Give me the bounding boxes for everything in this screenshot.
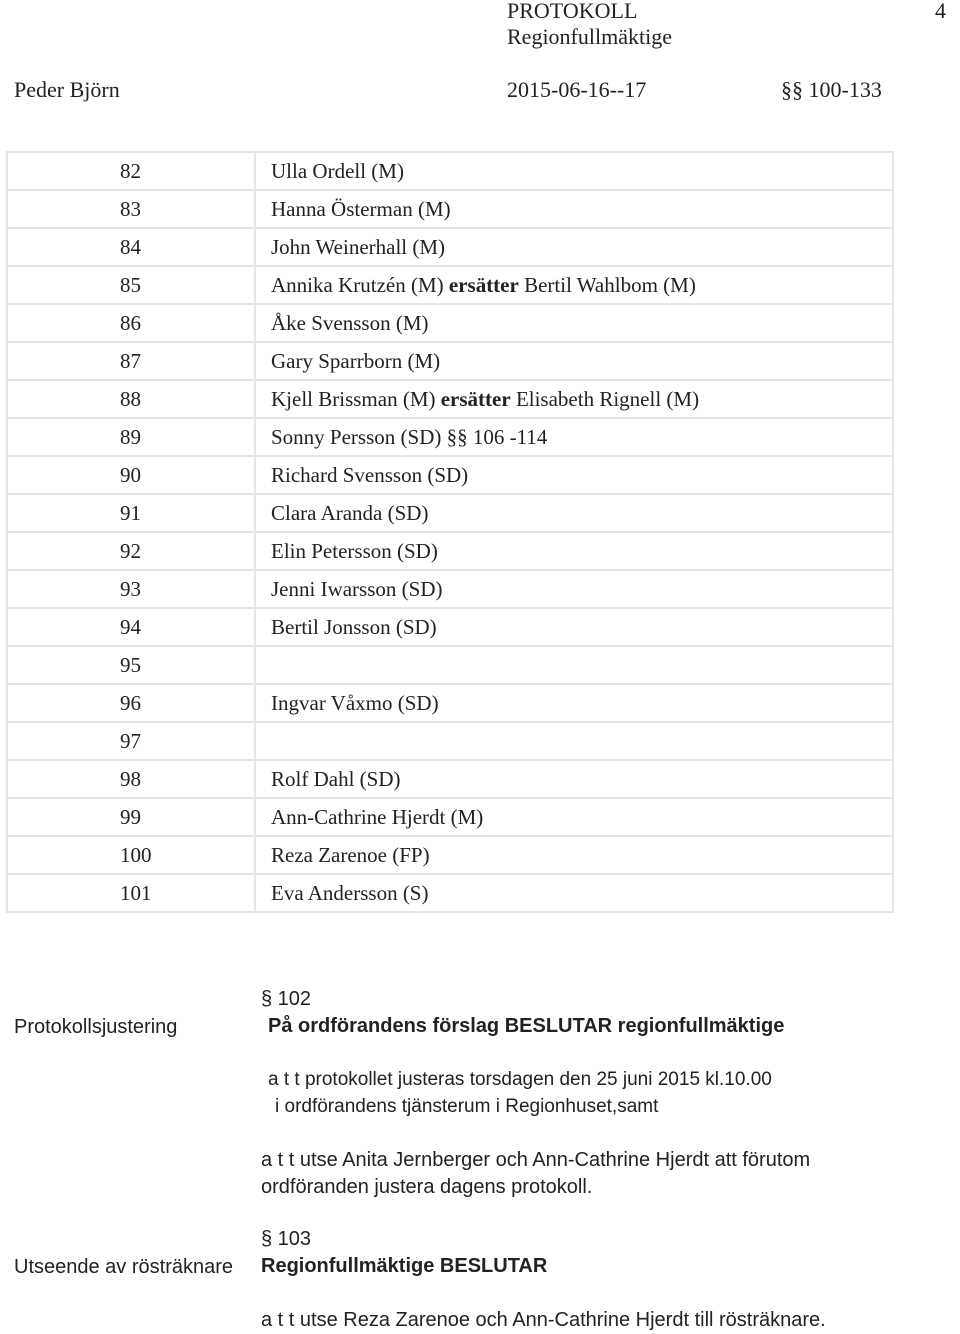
member-number: 100 bbox=[7, 836, 255, 874]
table-row bbox=[7, 418, 893, 456]
section-102-label: Protokollsjustering bbox=[14, 1016, 178, 1038]
page-number: 4 bbox=[935, 0, 946, 23]
member-name-text: Jenni Iwarsson (SD) bbox=[271, 576, 443, 601]
section-103-label: Utseende av rösträknare bbox=[14, 1256, 234, 1278]
member-name-text: Rolf Dahl (SD) bbox=[271, 766, 401, 791]
member-name-text: Åke Svensson (M) bbox=[271, 310, 429, 335]
member-name-text: Bertil Jonsson (SD) bbox=[271, 614, 437, 639]
table-row bbox=[7, 836, 893, 874]
section-102-decision-2-line-2: ordföranden justera dagens protokoll. bbox=[261, 1176, 593, 1198]
member-name bbox=[255, 494, 893, 532]
member-name bbox=[255, 836, 893, 874]
member-name bbox=[255, 304, 893, 342]
member-number: 96 bbox=[7, 684, 255, 722]
member-number: 98 bbox=[7, 760, 255, 798]
table-row bbox=[7, 266, 893, 304]
member-name-text: Elisabeth Rignell (M) bbox=[510, 386, 700, 411]
member-number: 92 bbox=[7, 532, 255, 570]
member-name bbox=[255, 342, 893, 380]
member-name-text: Bertil Wahlbom (M) bbox=[518, 272, 696, 297]
assembly-name: Regionfullmäktige bbox=[507, 24, 672, 49]
member-number: 88 bbox=[7, 380, 255, 418]
member-name bbox=[255, 228, 893, 266]
section-103-heading: Regionfullmäktige BESLUTAR bbox=[261, 1255, 548, 1277]
member-name bbox=[255, 456, 893, 494]
substitution-keyword: ersätter bbox=[440, 386, 511, 411]
member-number: 87 bbox=[7, 342, 255, 380]
section-102-decision-1-line-1: a t t protokollet justeras torsdagen den 25 juni 2015 kl.10.00 bbox=[268, 1069, 772, 1090]
attendance-table-body bbox=[7, 152, 893, 912]
member-name-text: John Weinerhall (M) bbox=[271, 234, 446, 259]
member-name-text: Reza Zarenoe (FP) bbox=[271, 842, 430, 867]
member-name-text: Kjell Brissman (M) bbox=[271, 386, 441, 411]
table-row bbox=[7, 494, 893, 532]
member-name bbox=[255, 798, 893, 836]
member-number: 83 bbox=[7, 190, 255, 228]
member-name bbox=[255, 152, 893, 190]
table-row bbox=[7, 456, 893, 494]
member-number: 91 bbox=[7, 494, 255, 532]
member-name-text: Richard Svensson (SD) bbox=[271, 462, 469, 487]
document-type: PROTOKOLL bbox=[507, 0, 638, 23]
table-row bbox=[7, 532, 893, 570]
member-name-text: Eva Andersson (S) bbox=[271, 880, 429, 905]
member-name-text: Ulla Ordell (M) bbox=[271, 158, 404, 183]
member-name bbox=[255, 646, 893, 684]
member-name bbox=[255, 722, 893, 760]
member-name-text: Sonny Persson (SD) §§ 106 -114 bbox=[271, 424, 548, 449]
substitution-keyword: ersätter bbox=[448, 272, 519, 297]
member-number: 90 bbox=[7, 456, 255, 494]
member-number: 101 bbox=[7, 874, 255, 912]
member-name-text: Annika Krutzén (M) bbox=[271, 272, 449, 297]
member-name bbox=[255, 570, 893, 608]
table-row bbox=[7, 152, 893, 190]
table-row bbox=[7, 570, 893, 608]
member-number: 85 bbox=[7, 266, 255, 304]
member-name-text: Clara Aranda (SD) bbox=[271, 500, 429, 525]
member-name-text: Ingvar Våxmo (SD) bbox=[271, 690, 439, 715]
section-103-decision-1: a t t utse Reza Zarenoe och Ann-Cathrine Hjerdt till rösträknare. bbox=[261, 1309, 826, 1331]
member-name-text: Elin Petersson (SD) bbox=[271, 538, 438, 563]
table-row bbox=[7, 304, 893, 342]
member-name-text: Gary Sparrborn (M) bbox=[271, 348, 441, 373]
member-number: 97 bbox=[7, 722, 255, 760]
table-row bbox=[7, 798, 893, 836]
member-name bbox=[255, 266, 893, 304]
member-number: 86 bbox=[7, 304, 255, 342]
member-number: 82 bbox=[7, 152, 255, 190]
member-name bbox=[255, 380, 893, 418]
member-name bbox=[255, 418, 893, 456]
section-102-decision-1-line-2: i ordförandens tjänsterum i Regionhuset,samt bbox=[275, 1096, 659, 1117]
member-number: 89 bbox=[7, 418, 255, 456]
member-number: 94 bbox=[7, 608, 255, 646]
table-row bbox=[7, 646, 893, 684]
member-name bbox=[255, 874, 893, 912]
section-102-decision-2-line-1: a t t utse Anita Jernberger och Ann-Cathrine Hjerdt att förutom bbox=[261, 1149, 811, 1171]
member-name bbox=[255, 532, 893, 570]
member-number: 84 bbox=[7, 228, 255, 266]
table-row bbox=[7, 684, 893, 722]
member-name bbox=[255, 684, 893, 722]
member-name bbox=[255, 190, 893, 228]
author-name: Peder Björn bbox=[14, 77, 120, 102]
member-name-text: Hanna Österman (M) bbox=[271, 196, 451, 221]
table-row bbox=[7, 608, 893, 646]
meeting-date: 2015-06-16--17 bbox=[507, 77, 647, 102]
member-number: 95 bbox=[7, 646, 255, 684]
member-number: 93 bbox=[7, 570, 255, 608]
table-row bbox=[7, 760, 893, 798]
table-row bbox=[7, 874, 893, 912]
section-102-number: § 102 bbox=[261, 988, 312, 1010]
table-row bbox=[7, 342, 893, 380]
table-row bbox=[7, 380, 893, 418]
member-name-text: Ann-Cathrine Hjerdt (M) bbox=[271, 804, 484, 829]
member-name bbox=[255, 608, 893, 646]
attendance-table bbox=[6, 151, 894, 913]
section-103-number: § 103 bbox=[261, 1228, 312, 1250]
member-name bbox=[255, 760, 893, 798]
section-102-heading: På ordförandens förslag BESLUTAR regionfullmäktige bbox=[268, 1015, 785, 1037]
table-row bbox=[7, 190, 893, 228]
table-row bbox=[7, 228, 893, 266]
member-number: 99 bbox=[7, 798, 255, 836]
table-row bbox=[7, 722, 893, 760]
section-range: §§ 100-133 bbox=[781, 77, 882, 102]
